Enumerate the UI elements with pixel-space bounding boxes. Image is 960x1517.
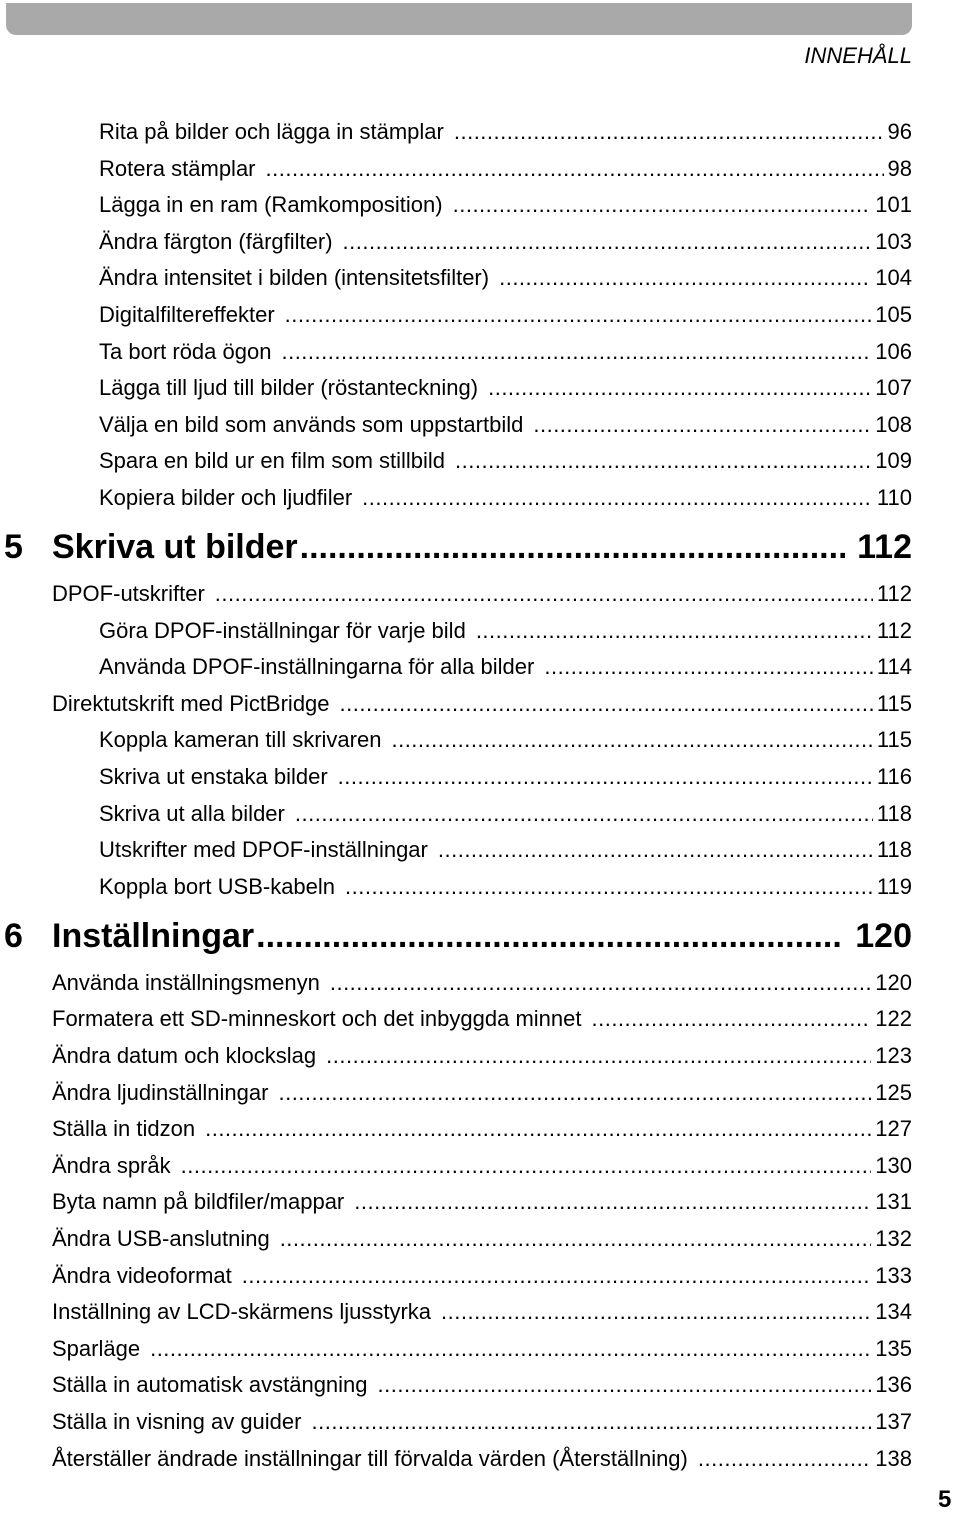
toc-entry[interactable] (99, 370, 912, 406)
toc-title: Ställa in visning av guider (52, 1409, 302, 1434)
dot-leader (533, 407, 871, 443)
toc-title: Byta namn på bildfiler/mappar (52, 1189, 345, 1215)
dot-leader (591, 1001, 871, 1037)
dot-leader (285, 297, 872, 333)
toc-page: 115 (876, 727, 912, 753)
toc-entry[interactable] (52, 1221, 912, 1257)
toc-title: Sparläge (52, 1335, 141, 1361)
toc-entry[interactable] (99, 297, 912, 333)
toc-page: 98 (887, 155, 912, 181)
dot-leader (476, 613, 873, 649)
toc-page: 135 (875, 1335, 912, 1361)
toc-entry[interactable] (52, 1331, 912, 1367)
dot-leader (354, 1184, 871, 1220)
toc-title: Ändra datum och klockslag (52, 1043, 317, 1068)
toc-page: 118 (876, 800, 912, 826)
toc-title: Använda inställningsmenyn (52, 969, 320, 995)
toc-entry[interactable] (99, 832, 912, 868)
toc-page: 114 (876, 654, 912, 680)
toc-entry[interactable] (52, 1111, 912, 1147)
dot-leader (378, 1367, 872, 1403)
toc-title: Formatera ett SD-minneskort och det inbyggda minnet (52, 1006, 582, 1032)
toc-title: Koppla kameran till skrivaren (99, 727, 382, 753)
page-number: 5 (938, 1486, 952, 1513)
toc-title: Ändra videoformat (52, 1262, 232, 1288)
dot-leader (340, 686, 873, 722)
toc-entry[interactable] (52, 1075, 912, 1111)
toc-entry[interactable] (99, 151, 912, 187)
toc-entry[interactable] (52, 1001, 912, 1037)
dot-leader (150, 1331, 871, 1367)
toc-title: Ändra färgton (färgfilter) (99, 228, 333, 254)
toc-page: 130 (875, 1152, 912, 1178)
toc-page: 122 (875, 1006, 912, 1032)
dot-leader (280, 1221, 872, 1257)
toc-entry[interactable] (99, 796, 912, 832)
toc-title: Ändra USB-anslutning (52, 1226, 270, 1251)
toc-title: Direktutskrift med PictBridge (52, 690, 330, 716)
toc-page: 120 (855, 916, 912, 955)
dot-leader (266, 151, 884, 187)
toc-entry[interactable] (99, 334, 912, 370)
toc-page: 134 (875, 1299, 912, 1325)
toc-entry[interactable] (52, 686, 912, 722)
dot-leader (338, 759, 873, 795)
dot-leader (242, 1258, 872, 1294)
dot-leader (362, 480, 873, 516)
toc-page: 137 (875, 1409, 912, 1434)
dot-leader (455, 443, 871, 479)
toc-entry[interactable] (99, 613, 912, 649)
chapter-number: 5 (4, 528, 23, 566)
dot-leader (215, 576, 873, 612)
toc-title: Välja en bild som används som uppstartbild (99, 411, 524, 437)
toc-title: Kopiera bilder och ljudfiler (99, 485, 353, 510)
toc-entry[interactable] (99, 443, 912, 479)
toc-entry[interactable] (99, 722, 912, 758)
dot-leader (300, 524, 846, 570)
toc-page: 132 (875, 1226, 912, 1251)
toc-page: 118 (876, 837, 912, 863)
dot-leader (311, 1404, 871, 1440)
header-bar (6, 3, 912, 35)
toc-page: 112 (857, 528, 912, 566)
toc-title: Digitalfiltereffekter (99, 302, 275, 327)
dot-leader (391, 722, 872, 758)
toc-entry[interactable] (52, 1148, 912, 1184)
toc-title: Använda DPOF-inställningarna för alla bilder (99, 654, 535, 680)
toc-page: 115 (876, 690, 912, 716)
dot-leader (698, 1441, 871, 1477)
toc-page: 119 (876, 873, 912, 899)
toc-title: Rotera stämplar (99, 155, 256, 181)
toc-page: 112 (876, 581, 912, 606)
toc-entry[interactable] (99, 260, 912, 296)
toc-title: Utskrifter med DPOF-inställningar (99, 837, 428, 863)
toc-entry[interactable] (52, 1184, 912, 1220)
toc-title: Ändra ljudinställningar (52, 1079, 269, 1105)
toc-entry[interactable] (99, 224, 912, 260)
toc-title: Göra DPOF-inställningar för varje bild (99, 617, 466, 643)
toc-entry[interactable] (52, 1294, 912, 1330)
toc-title: Inställning av LCD-skärmens ljusstyrka (52, 1299, 432, 1325)
toc-title: Ta bort röda ögon (99, 338, 272, 364)
toc-page: 110 (876, 485, 912, 510)
toc-title: Skriva ut enstaka bilder (99, 764, 328, 789)
dot-leader (330, 965, 871, 1001)
toc-title: Koppla bort USB-kabeln (99, 873, 336, 899)
section-title: INNEHÅLL (804, 43, 912, 68)
toc-title: Inställningar (52, 916, 255, 955)
toc-title: DPOF-utskrifter (52, 581, 205, 606)
toc-page: 105 (875, 302, 912, 327)
dot-leader (454, 114, 884, 150)
toc-entry[interactable] (52, 1038, 912, 1074)
dot-leader (544, 649, 873, 685)
toc-entry[interactable] (52, 1441, 912, 1477)
toc-title: Ställa in automatisk avstängning (52, 1372, 368, 1398)
toc-page: 109 (875, 448, 912, 474)
toc-page: 123 (875, 1043, 912, 1068)
toc-page: 112 (876, 617, 912, 643)
toc-page: 138 (875, 1445, 912, 1471)
dot-leader (181, 1148, 872, 1184)
toc-entry[interactable] (99, 114, 912, 150)
toc-entry[interactable] (99, 759, 912, 795)
dot-leader (453, 187, 872, 223)
toc-title: Spara en bild ur en film som stillbild (99, 448, 446, 474)
toc-title: Lägga in en ram (Ramkomposition) (99, 192, 443, 218)
toc-entry[interactable] (52, 1404, 912, 1440)
dot-leader (438, 832, 873, 868)
toc-page: 133 (875, 1262, 912, 1288)
chapter-number: 6 (4, 916, 23, 955)
dot-leader (256, 913, 843, 959)
toc-title: Ändra intensitet i bilden (intensitetsfilter) (99, 265, 490, 291)
toc-entry[interactable] (99, 187, 912, 223)
toc-page: 108 (875, 411, 912, 437)
toc-title: Skriva ut alla bilder (99, 800, 285, 826)
dot-leader (499, 260, 871, 296)
dot-leader (295, 796, 873, 832)
toc-title: Ändra språk (52, 1152, 171, 1178)
toc-page: 125 (875, 1079, 912, 1105)
toc-page: 120 (875, 969, 912, 995)
toc-chapter[interactable] (0, 524, 912, 570)
toc-page: 104 (875, 265, 912, 291)
toc-page: 116 (876, 764, 912, 789)
toc-entry[interactable] (99, 869, 912, 905)
toc-page: 131 (875, 1189, 912, 1215)
toc-entry[interactable] (52, 1258, 912, 1294)
toc-entry[interactable] (52, 1367, 912, 1403)
toc-title: Skriva ut bilder (52, 528, 298, 566)
dot-leader (488, 370, 871, 406)
toc-page: 106 (875, 338, 912, 364)
dot-leader (281, 334, 871, 370)
toc-entry[interactable] (99, 480, 912, 516)
toc-title: Lägga till ljud till bilder (röstanteckning) (99, 375, 479, 401)
toc-entry[interactable] (52, 576, 912, 612)
toc-entry[interactable] (52, 965, 912, 1001)
dot-leader (326, 1038, 871, 1074)
toc-title: Ställa in tidzon (52, 1116, 196, 1142)
dot-leader (343, 224, 872, 260)
dot-leader (278, 1075, 871, 1111)
toc-page: 136 (875, 1372, 912, 1398)
toc-page: 107 (875, 375, 912, 401)
toc-page: 101 (875, 192, 912, 218)
toc-page: 103 (875, 228, 912, 254)
toc-title: Återställer ändrade inställningar till förvalda värden (Återställning) (52, 1445, 688, 1471)
toc-title: Rita på bilder och lägga in stämplar (99, 119, 444, 144)
toc-page: 96 (887, 119, 912, 144)
dot-leader (441, 1294, 871, 1330)
dot-leader (205, 1111, 871, 1147)
dot-leader (345, 869, 873, 905)
toc-page: 127 (875, 1116, 912, 1142)
toc-entry[interactable] (99, 407, 912, 443)
toc-entry[interactable] (99, 649, 912, 685)
toc-chapter[interactable] (0, 913, 912, 959)
